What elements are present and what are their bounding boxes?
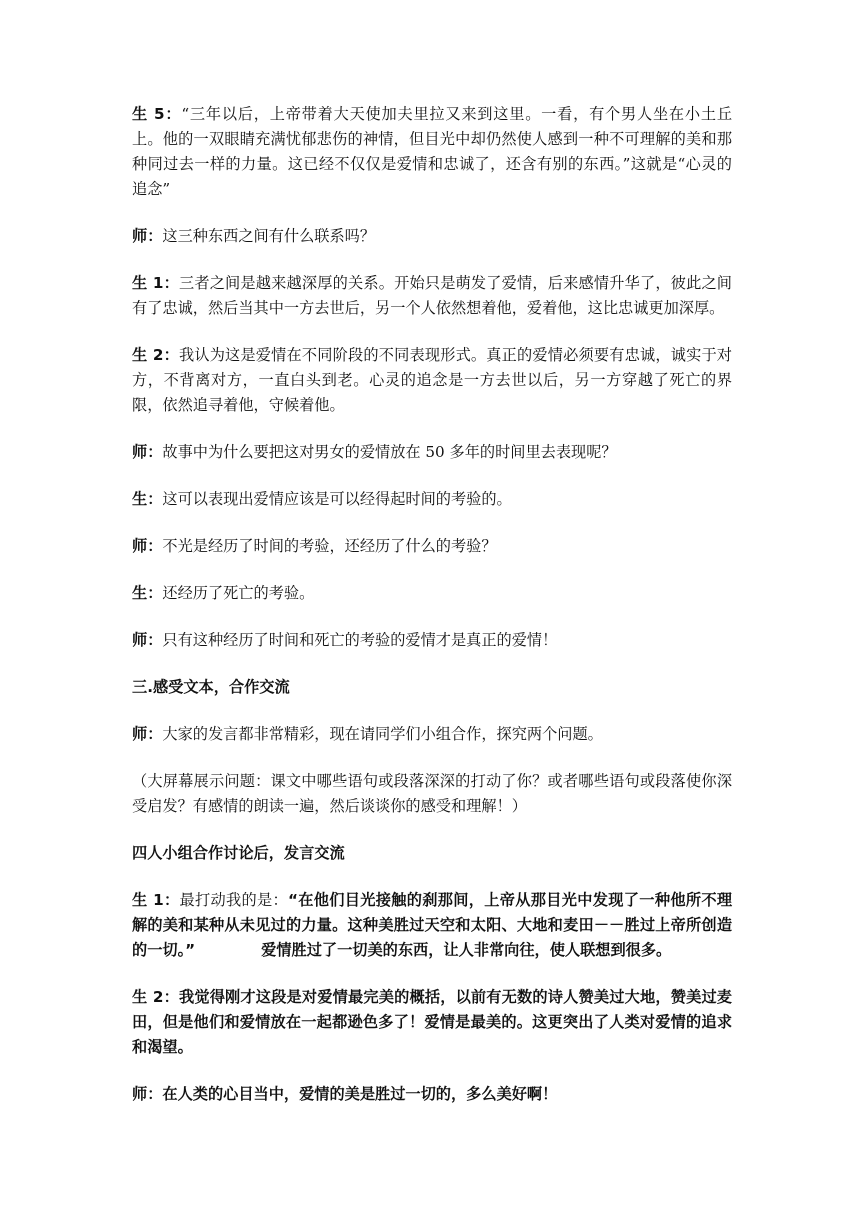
section-heading-group-discussion: 四人小组合作讨论后，发言交流 bbox=[132, 844, 345, 862]
document-page bbox=[132, 102, 732, 1129]
speaker-label: 师： bbox=[132, 1085, 163, 1103]
speaker-label: 生： bbox=[132, 584, 163, 602]
paragraph-text: “三年以后，上帝带着大天使加夫里拉又来到这里。一看，有个男人坐在小土丘上。他的一双眼睛充满忧郁悲伤的神情，但目光中却仍然使人感到一种不可理解的美和那种同过去一样的力量。这已经不仅仅是爱情和忠诚了，还含有别的东西。”这就是“心灵的追念” bbox=[132, 105, 733, 198]
paragraph-text: 在人类的心目当中，爱情的美是胜过一切的，多么美好啊！ bbox=[162, 1085, 558, 1103]
paragraph-text: 这三种东西之间有什么联系吗？ bbox=[162, 227, 375, 245]
paragraph-text: 这可以表现出爱情应该是可以经得起时间的考验的。 bbox=[162, 490, 512, 508]
section-heading-3: 三.感受文本，合作交流 bbox=[132, 678, 290, 696]
paragraph-student2-answer bbox=[132, 343, 732, 418]
paragraph-lead: 最打动我的是： bbox=[179, 891, 288, 909]
speaker-label: 师： bbox=[132, 631, 163, 649]
speaker-label: 师： bbox=[132, 725, 163, 743]
speaker-label: 生 2： bbox=[132, 346, 179, 364]
paragraph-text: 只有这种经历了时间和死亡的考验的爱情才是真正的爱情！ bbox=[162, 631, 558, 649]
speaker-label: 师： bbox=[132, 227, 163, 245]
paragraph-text: 我认为这是爱情在不同阶段的不同表现形式。真正的爱情必须要有忠诚，诚实于对方，不背离对方，一直白头到老。心灵的追念是一方去世以后，另一方穿越了死亡的界限，依然追寻着他，守候着他。 bbox=[132, 346, 732, 414]
paragraph-student1-reflection bbox=[132, 888, 732, 963]
paragraph-student-answer-time bbox=[132, 487, 732, 512]
paragraph-teacher-closing bbox=[132, 1082, 732, 1107]
paragraph-text: 还经历了死亡的考验。 bbox=[162, 584, 315, 602]
speaker-label: 生： bbox=[132, 490, 163, 508]
speaker-label: 师： bbox=[132, 443, 163, 461]
paragraph-screen-prompt: （大屏幕展示问题：课文中哪些语句或段落深深的打动了你？或者哪些语句或段落使你深受启发？有感情的朗读一遍，然后谈谈你的感受和理解！） bbox=[132, 772, 732, 815]
paragraph-student5 bbox=[132, 102, 732, 202]
paragraph-student-answer-death bbox=[132, 581, 732, 606]
speaker-label: 生 1： bbox=[132, 891, 180, 909]
paragraph-student1-answer bbox=[132, 271, 732, 321]
paragraph-text: 我觉得刚才这段是对爱情最完美的概括，以前有无数的诗人赞美过大地，赞美过麦田，但是他们和爱情放在一起都逊色多了！爱情是最美的。这更突出了人类对爱情的追求和渴望。 bbox=[132, 988, 732, 1056]
paragraph-teacher-question-1 bbox=[132, 224, 732, 249]
paragraph-teacher-instruction bbox=[132, 722, 732, 747]
speaker-label: 生 1： bbox=[132, 274, 179, 292]
speaker-label: 师： bbox=[132, 537, 163, 555]
paragraph-text: 大家的发言都非常精彩，现在请同学们小组合作，探究两个问题。 bbox=[162, 725, 603, 743]
speaker-label: 生 2： bbox=[132, 988, 179, 1006]
speaker-label: 生 5： bbox=[132, 105, 182, 123]
paragraph-teacher-question-3 bbox=[132, 534, 732, 559]
paragraph-student2-reflection bbox=[132, 985, 732, 1060]
paragraph-teacher-question-2 bbox=[132, 440, 732, 465]
quoted-passage: “在他们目光接触的刹那间，上帝从那目光中发现了一种他所不理解的美和某种从未见过的力量。这种美胜过天空和太阳、大地和麦田－－胜过上帝所创造的一切。” bbox=[132, 891, 733, 959]
paragraph-teacher-summary bbox=[132, 628, 732, 653]
paragraph-text: 故事中为什么要把这对男女的爱情放在 50 多年的时间里去表现呢？ bbox=[162, 443, 617, 461]
paragraph-text: 三者之间是越来越深厚的关系。开始只是萌发了爱情，后来感情升华了，彼此之间有了忠诚，然后当其中一方去世后，另一个人依然想着他，爱着他，这比忠诚更加深厚。 bbox=[132, 274, 732, 317]
paragraph-text: 不光是经历了时间的考验，还经历了什么的考验？ bbox=[162, 537, 497, 555]
paragraph-comment: 爱情胜过了一切美的东西，让人非常向往，使人联想到很多。 bbox=[261, 941, 672, 959]
